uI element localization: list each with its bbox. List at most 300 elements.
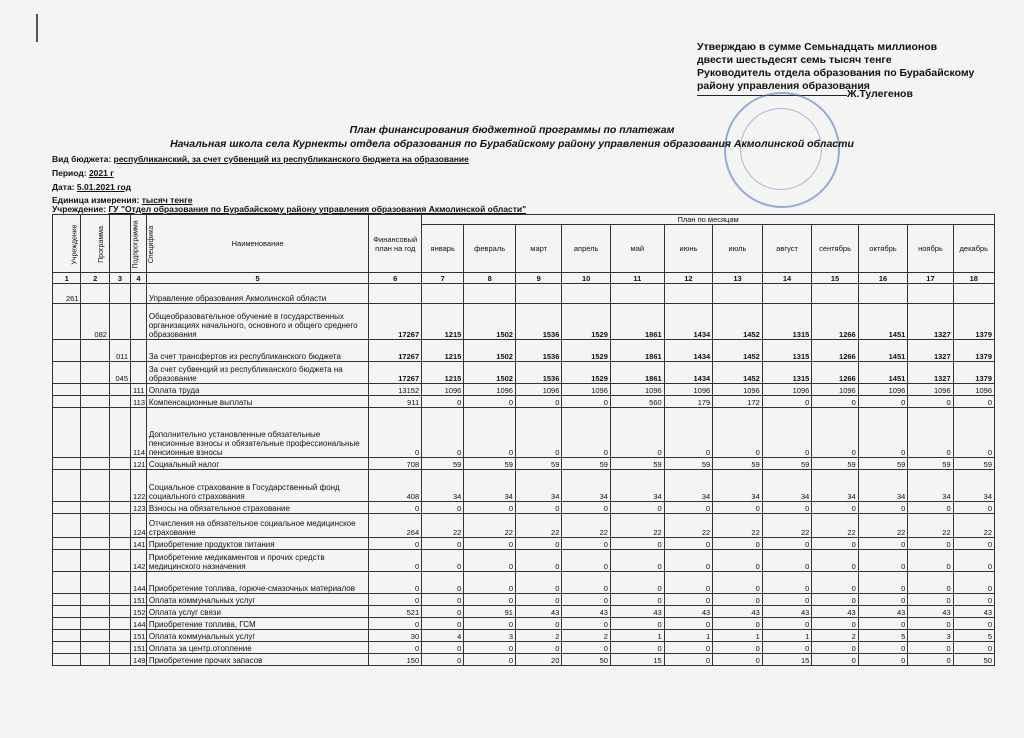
monthly-value: 0 (562, 572, 611, 594)
column-number: 11 (610, 273, 664, 284)
monthly-value: 0 (762, 642, 812, 654)
monthly-value: 0 (953, 550, 994, 572)
monthly-value: 22 (953, 514, 994, 538)
item-name: Оплата коммунальных услуг (146, 630, 369, 642)
institution-code (53, 642, 81, 654)
specifics-code (131, 284, 147, 304)
monthly-value: 0 (908, 654, 953, 666)
specifics-code: 144 (131, 618, 147, 630)
column-number-row (53, 273, 995, 284)
monthly-value: 0 (515, 396, 561, 408)
monthly-value: 22 (812, 514, 858, 538)
monthly-value: 59 (515, 458, 561, 470)
monthly-value: 22 (762, 514, 812, 538)
item-name: Оплата труда (146, 384, 369, 396)
program-code (81, 470, 109, 502)
program-code (81, 458, 109, 470)
item-name: Приобретение топлива, горюче-смазочных материалов (146, 572, 369, 594)
monthly-value: 1502 (464, 362, 516, 384)
monthly-value: 0 (610, 550, 664, 572)
monthly-value: 0 (464, 538, 516, 550)
monthly-value: 0 (858, 502, 908, 514)
meta-budget-value: республиканский, за счет субвенций из республиканского бюджета на образование (113, 154, 469, 164)
monthly-value: 1096 (464, 384, 516, 396)
item-name: Оплата за центр.отопление (146, 642, 369, 654)
monthly-value: 22 (610, 514, 664, 538)
annual-plan-value: 408 (369, 470, 422, 502)
item-name: Социальное страхование в Государственный фонд социального страхования (146, 470, 369, 502)
monthly-value: 179 (664, 396, 713, 408)
table-row (53, 618, 995, 630)
monthly-value: 0 (908, 538, 953, 550)
monthly-value (422, 284, 464, 304)
monthly-value: 2 (812, 630, 858, 642)
meta-period-value: 2021 г (88, 168, 114, 178)
item-name: Общеобразовательное обучение в государственных организациях начального, основного и общего среднего образования (146, 304, 369, 340)
monthly-value: 0 (464, 502, 516, 514)
monthly-value: 0 (908, 408, 953, 458)
table-row (53, 514, 995, 538)
monthly-value: 0 (762, 396, 812, 408)
financing-plan-table (52, 214, 995, 666)
table-row (53, 284, 995, 304)
monthly-value: 22 (562, 514, 611, 538)
monthly-value (664, 284, 713, 304)
program-code (81, 408, 109, 458)
document-title: План финансирования бюджетной программы по платежам (349, 124, 675, 136)
monthly-value: 0 (713, 642, 763, 654)
institution-code (53, 396, 81, 408)
column-number: 9 (515, 273, 561, 284)
page-edge-mark (36, 14, 38, 42)
specifics-code: 111 (131, 384, 147, 396)
monthly-value: 22 (908, 514, 953, 538)
monthly-value: 1096 (858, 384, 908, 396)
monthly-value: 0 (812, 618, 858, 630)
monthly-value: 0 (908, 572, 953, 594)
institution-code: 261 (53, 284, 81, 304)
monthly-value: 0 (664, 654, 713, 666)
monthly-value: 0 (515, 502, 561, 514)
program-code (81, 550, 109, 572)
annual-plan-value (369, 284, 422, 304)
specifics-code: 152 (131, 606, 147, 618)
monthly-value: 172 (713, 396, 763, 408)
monthly-value: 34 (908, 470, 953, 502)
monthly-value (562, 284, 611, 304)
column-number: 5 (146, 273, 369, 284)
monthly-value: 0 (762, 618, 812, 630)
institution-code (53, 654, 81, 666)
item-name: Социальный налог (146, 458, 369, 470)
table-row (53, 458, 995, 470)
table-row (53, 572, 995, 594)
monthly-value: 59 (713, 458, 763, 470)
subprogram-code: 011 (109, 340, 130, 362)
monthly-value: 43 (812, 606, 858, 618)
column-number: 12 (664, 273, 713, 284)
monthly-value: 0 (762, 408, 812, 458)
monthly-value (464, 284, 516, 304)
column-number: 1 (53, 273, 81, 284)
annual-plan-value: 17267 (369, 340, 422, 362)
monthly-value: 0 (464, 408, 516, 458)
monthly-value: 34 (422, 470, 464, 502)
subprogram-code (109, 514, 130, 538)
monthly-value: 59 (908, 458, 953, 470)
monthly-value: 0 (908, 550, 953, 572)
item-name: Отчисления на обязательное социальное медицинское страхование (146, 514, 369, 538)
monthly-value: 22 (713, 514, 763, 538)
monthly-value: 0 (812, 396, 858, 408)
monthly-value: 0 (664, 502, 713, 514)
monthly-value: 1536 (515, 304, 561, 340)
item-name: Оплата услуг связи (146, 606, 369, 618)
table-row (53, 470, 995, 502)
subprogram-code (109, 572, 130, 594)
monthly-value: 0 (762, 594, 812, 606)
specifics-code: 114 (131, 408, 147, 458)
specifics-code: 113 (131, 396, 147, 408)
monthly-value: 1452 (713, 304, 763, 340)
program-code (81, 594, 109, 606)
institution-code (53, 550, 81, 572)
approval-line-3: Руководитель отдела образования по Бурабайскому (697, 67, 975, 79)
monthly-value: 59 (464, 458, 516, 470)
monthly-value: 0 (422, 408, 464, 458)
table-row (53, 606, 995, 618)
program-code (81, 606, 109, 618)
monthly-value: 0 (664, 538, 713, 550)
monthly-value: 34 (713, 470, 763, 502)
monthly-value: 1861 (610, 362, 664, 384)
monthly-value: 22 (515, 514, 561, 538)
monthly-value: 1529 (562, 340, 611, 362)
monthly-value: 22 (664, 514, 713, 538)
monthly-value: 0 (610, 618, 664, 630)
program-code (81, 572, 109, 594)
subprogram-code (109, 630, 130, 642)
institution-code (53, 340, 81, 362)
monthly-value: 0 (562, 502, 611, 514)
monthly-value: 0 (908, 594, 953, 606)
meta-budget (52, 154, 469, 164)
monthly-value: 1434 (664, 304, 713, 340)
monthly-value: 43 (515, 606, 561, 618)
program-code (81, 618, 109, 630)
monthly-value: 5 (953, 630, 994, 642)
specifics-code: 151 (131, 630, 147, 642)
annual-plan-value: 0 (369, 572, 422, 594)
monthly-value: 0 (610, 538, 664, 550)
monthly-value (713, 284, 763, 304)
monthly-value: 1502 (464, 340, 516, 362)
monthly-value: 0 (664, 572, 713, 594)
monthly-value: 1327 (908, 362, 953, 384)
monthly-value: 0 (812, 642, 858, 654)
specifics-code: 142 (131, 550, 147, 572)
table-row (53, 642, 995, 654)
column-number: 4 (131, 273, 147, 284)
header-month: июль (713, 225, 763, 273)
monthly-value: 0 (858, 618, 908, 630)
header-month: февраль (464, 225, 516, 273)
monthly-value: 0 (953, 408, 994, 458)
monthly-value: 1215 (422, 304, 464, 340)
monthly-value: 3 (464, 630, 516, 642)
monthly-value: 0 (515, 408, 561, 458)
monthly-value: 0 (422, 572, 464, 594)
monthly-value: 1452 (713, 362, 763, 384)
monthly-value: 1861 (610, 340, 664, 362)
monthly-value: 1529 (562, 362, 611, 384)
specifics-code: 122 (131, 470, 147, 502)
header-program: Программа (81, 215, 109, 273)
header-month: декабрь (953, 225, 994, 273)
monthly-value: 43 (762, 606, 812, 618)
monthly-value: 0 (953, 572, 994, 594)
column-number: 2 (81, 273, 109, 284)
monthly-value: 34 (664, 470, 713, 502)
monthly-value: 3 (908, 630, 953, 642)
item-name: Взносы на обязательное страхование (146, 502, 369, 514)
annual-plan-value: 13152 (369, 384, 422, 396)
column-number: 18 (953, 273, 994, 284)
monthly-value: 0 (664, 642, 713, 654)
header-month: сентябрь (812, 225, 858, 273)
monthly-value: 0 (610, 572, 664, 594)
monthly-value: 91 (464, 606, 516, 618)
annual-plan-value: 911 (369, 396, 422, 408)
annual-plan-value: 0 (369, 408, 422, 458)
monthly-value: 1451 (858, 304, 908, 340)
item-name: За счет трансфертов из республиканского бюджета (146, 340, 369, 362)
item-name: За счет субвенций из республиканского бюджета на образование (146, 362, 369, 384)
institution-code (53, 606, 81, 618)
monthly-value: 0 (664, 550, 713, 572)
monthly-value: 5 (858, 630, 908, 642)
monthly-value: 0 (664, 594, 713, 606)
monthly-value: 1 (610, 630, 664, 642)
monthly-value: 43 (953, 606, 994, 618)
monthly-value: 2 (515, 630, 561, 642)
monthly-value: 0 (422, 654, 464, 666)
annual-plan-value: 521 (369, 606, 422, 618)
table-row (53, 630, 995, 642)
monthly-value: 0 (858, 396, 908, 408)
meta-date-value: 5.01.2021 год (76, 182, 131, 192)
program-code (81, 284, 109, 304)
monthly-value: 0 (812, 408, 858, 458)
monthly-value: 1315 (762, 362, 812, 384)
monthly-value: 0 (713, 538, 763, 550)
monthly-value: 0 (858, 572, 908, 594)
subprogram-code (109, 284, 130, 304)
monthly-value: 0 (610, 642, 664, 654)
monthly-value: 0 (858, 594, 908, 606)
program-code (81, 384, 109, 396)
table-row (53, 340, 995, 362)
monthly-value (762, 284, 812, 304)
institution-code (53, 458, 81, 470)
specifics-code (131, 304, 147, 340)
program-code (81, 538, 109, 550)
monthly-value: 0 (422, 502, 464, 514)
subprogram-code (109, 470, 130, 502)
header-monthly-plan: План по месяцам (422, 215, 995, 225)
item-name: Приобретение прочих запасов (146, 654, 369, 666)
monthly-value: 0 (713, 408, 763, 458)
column-number: 15 (812, 273, 858, 284)
monthly-value: 0 (812, 538, 858, 550)
monthly-value: 59 (953, 458, 994, 470)
meta-date (52, 182, 131, 192)
header-month: март (515, 225, 561, 273)
table-row (53, 654, 995, 666)
monthly-value: 1096 (762, 384, 812, 396)
monthly-value: 59 (762, 458, 812, 470)
monthly-value: 0 (422, 538, 464, 550)
table-row (53, 538, 995, 550)
monthly-value: 1 (713, 630, 763, 642)
monthly-value: 1096 (953, 384, 994, 396)
monthly-value: 0 (908, 618, 953, 630)
monthly-value: 0 (953, 502, 994, 514)
monthly-value: 0 (953, 642, 994, 654)
table-row (53, 408, 995, 458)
monthly-value: 0 (664, 408, 713, 458)
header-month: май (610, 225, 664, 273)
monthly-value: 0 (422, 550, 464, 572)
program-code (81, 502, 109, 514)
institution-code (53, 594, 81, 606)
monthly-value: 34 (464, 470, 516, 502)
table-row (53, 550, 995, 572)
monthly-value: 0 (713, 502, 763, 514)
monthly-value: 22 (422, 514, 464, 538)
monthly-value: 1451 (858, 340, 908, 362)
header-month: апрель (562, 225, 611, 273)
monthly-value: 1096 (713, 384, 763, 396)
institution-code (53, 304, 81, 340)
column-number: 3 (109, 273, 130, 284)
official-stamp (724, 92, 840, 208)
monthly-value: 43 (908, 606, 953, 618)
institution-code (53, 514, 81, 538)
meta-institution-label: Учреждение: (52, 204, 107, 214)
monthly-value: 0 (908, 396, 953, 408)
monthly-value: 0 (562, 408, 611, 458)
monthly-value: 50 (562, 654, 611, 666)
subprogram-code: 045 (109, 362, 130, 384)
monthly-value: 0 (762, 572, 812, 594)
monthly-value: 0 (610, 594, 664, 606)
column-number: 17 (908, 273, 953, 284)
monthly-value: 1327 (908, 340, 953, 362)
subprogram-code (109, 502, 130, 514)
monthly-value: 34 (953, 470, 994, 502)
header-month: июнь (664, 225, 713, 273)
header-name: Наименование (146, 215, 369, 273)
monthly-value: 0 (464, 550, 516, 572)
annual-plan-value: 0 (369, 550, 422, 572)
institution-code (53, 538, 81, 550)
institution-code (53, 572, 81, 594)
subprogram-code (109, 550, 130, 572)
subprogram-code (109, 538, 130, 550)
monthly-value: 15 (610, 654, 664, 666)
monthly-value: 1266 (812, 304, 858, 340)
monthly-value: 34 (610, 470, 664, 502)
header-month: август (762, 225, 812, 273)
monthly-value: 1315 (762, 304, 812, 340)
monthly-value (812, 284, 858, 304)
monthly-value (908, 284, 953, 304)
monthly-value: 22 (464, 514, 516, 538)
monthly-value: 0 (562, 618, 611, 630)
monthly-value: 1536 (515, 362, 561, 384)
monthly-value: 0 (812, 550, 858, 572)
program-code (81, 396, 109, 408)
annual-plan-value: 30 (369, 630, 422, 642)
specifics-code: 123 (131, 502, 147, 514)
specifics-code: 149 (131, 654, 147, 666)
table-row (53, 396, 995, 408)
monthly-value: 0 (562, 538, 611, 550)
monthly-value: 1266 (812, 362, 858, 384)
table-row (53, 304, 995, 340)
monthly-value: 0 (713, 550, 763, 572)
specifics-code (131, 340, 147, 362)
monthly-value: 1096 (812, 384, 858, 396)
monthly-value: 43 (562, 606, 611, 618)
institution-code (53, 408, 81, 458)
monthly-value: 22 (858, 514, 908, 538)
monthly-value: 0 (858, 642, 908, 654)
subprogram-code (109, 458, 130, 470)
column-number: 8 (464, 273, 516, 284)
annual-plan-value: 17267 (369, 304, 422, 340)
column-number: 13 (713, 273, 763, 284)
monthly-value: 59 (422, 458, 464, 470)
monthly-value: 0 (562, 396, 611, 408)
monthly-value: 0 (953, 538, 994, 550)
monthly-value: 0 (908, 642, 953, 654)
monthly-value: 0 (713, 654, 763, 666)
table-row (53, 384, 995, 396)
monthly-value (953, 284, 994, 304)
specifics-code: 144 (131, 572, 147, 594)
annual-plan-value: 17267 (369, 362, 422, 384)
monthly-value: 0 (664, 618, 713, 630)
monthly-value: 0 (812, 502, 858, 514)
monthly-value: 0 (464, 572, 516, 594)
monthly-value: 43 (664, 606, 713, 618)
monthly-value: 34 (515, 470, 561, 502)
monthly-value: 0 (762, 538, 812, 550)
monthly-value: 0 (953, 396, 994, 408)
monthly-value: 0 (812, 594, 858, 606)
program-code (81, 340, 109, 362)
monthly-value (515, 284, 561, 304)
monthly-value: 0 (422, 606, 464, 618)
monthly-value: 0 (610, 408, 664, 458)
specifics-code: 121 (131, 458, 147, 470)
monthly-value: 0 (562, 642, 611, 654)
subprogram-code (109, 408, 130, 458)
subprogram-code (109, 304, 130, 340)
monthly-value: 0 (422, 396, 464, 408)
